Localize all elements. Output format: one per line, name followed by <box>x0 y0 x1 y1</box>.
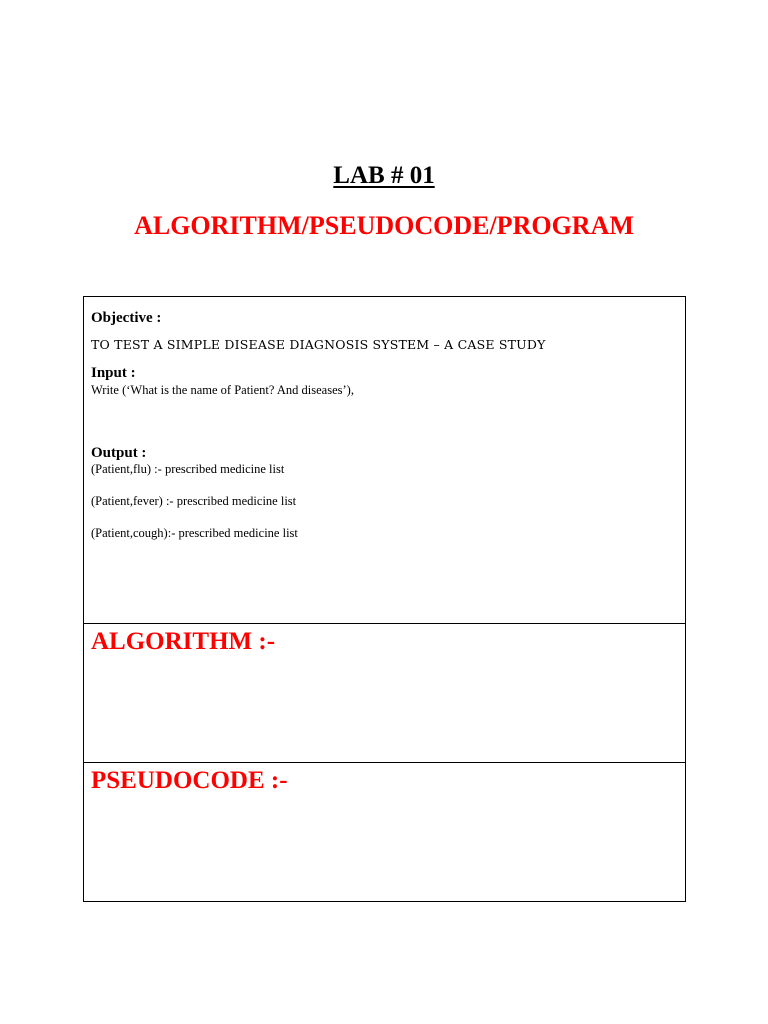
output-line-fever: (Patient,fever) :- prescribed medicine list <box>91 494 297 508</box>
pseudocode-heading: PSEUDOCODE :- <box>91 767 288 794</box>
lab-table <box>83 296 686 902</box>
pseudocode-cell <box>84 763 685 901</box>
input-text: Write (‘What is the name of Patient? And diseases’), <box>91 383 354 397</box>
algorithm-cell <box>84 624 685 763</box>
output-label: Output : <box>91 445 147 461</box>
output-line-cough: (Patient,cough):- prescribed medicine list <box>91 526 298 540</box>
objective-cell <box>84 297 685 624</box>
objective-label: Objective : <box>91 310 162 326</box>
input-label: Input : <box>91 365 136 381</box>
page-title: ALGORITHM/PSEUDOCODE/PROGRAM <box>134 211 634 240</box>
output-line-flu: (Patient,flu) :- prescribed medicine list <box>91 462 285 476</box>
algorithm-heading: ALGORITHM :- <box>91 628 276 655</box>
objective-text: TO TEST A SIMPLE DISEASE DIAGNOSIS SYSTEM – A CASE STUDY <box>91 337 546 352</box>
lab-title: LAB # 01 <box>333 162 435 189</box>
